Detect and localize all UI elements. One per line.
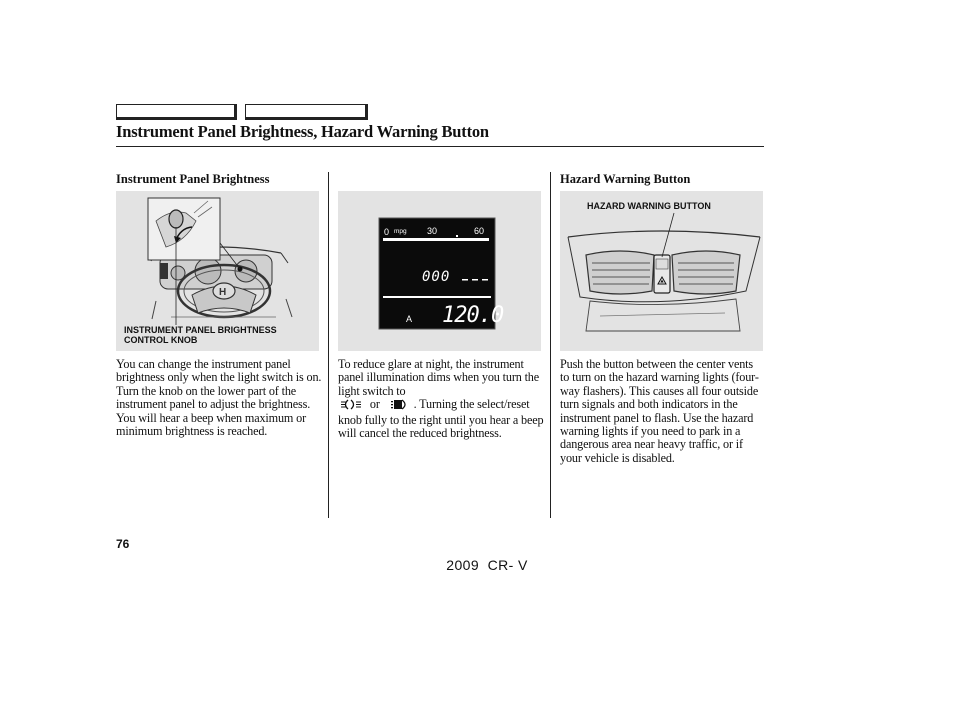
text-glare [338, 358, 546, 440]
figure-hazard-button [560, 191, 763, 351]
text-or: or [369, 397, 380, 412]
mpg-sixty: 60 [474, 226, 485, 236]
heading-hazard-warning-button: Hazard Warning Button [560, 172, 691, 186]
parking-light-icon [341, 399, 361, 413]
label-line-2: CONTROL KNOB [124, 335, 198, 345]
paragraph: You will hear a beep when maximum or minimum brightness is reached. [116, 410, 307, 439]
text-hazard [560, 358, 765, 465]
paragraph: Turn the knob on the lower part of the instrument panel to adjust the brightness. [116, 383, 311, 412]
svg-text:H: H [219, 287, 227, 298]
paragraph: Push the button between the center vents to turn on the hazard warning lights (four-way flashers). This causes all four outside turn signals and both indicators in the instrument panel to flash. Use the hazard warning lights if you need to park in a dangerous area near heavy traffic, or if your vehicle is disabled. [560, 357, 759, 465]
label-line-1: INSTRUMENT PANEL BRIGHTNESS [124, 325, 277, 335]
trip-marker: A [406, 314, 413, 324]
text-part-2: . Turning the select/reset knob fully to the right until you hear a beep will cancel the reduced brightness. [338, 397, 544, 441]
page-title: Instrument Panel Brightness, Hazard Warning Button [116, 122, 489, 141]
trip-digits: 000 [422, 269, 451, 285]
lcd-display [338, 191, 541, 351]
paragraph: You can change the instrument panel brightness only when the light switch is on. [116, 357, 322, 385]
text-part-1: To reduce glare at night, the instrument panel illumination dims when you turn the light switch to [338, 357, 540, 398]
figure-brightness-knob [116, 191, 319, 351]
label-brightness-knob [124, 325, 277, 345]
column-divider-2 [550, 172, 551, 518]
model-name: 2009 CR- V [446, 557, 528, 573]
mpg-unit: mpg [394, 228, 407, 235]
headlight-icon [391, 399, 411, 413]
footer-model [0, 557, 954, 573]
mpg-thirty: 30 [427, 226, 438, 236]
title-rule [116, 146, 764, 147]
column-divider-1 [328, 172, 329, 518]
center-vents-illustration [560, 191, 763, 351]
odometer-readout: 120.0 [442, 303, 504, 328]
heading-instrument-panel-brightness: Instrument Panel Brightness [116, 172, 270, 186]
section-tab-1 [116, 104, 237, 120]
figure-instrument-display [338, 191, 541, 351]
label-hazard-button: HAZARD WARNING BUTTON [587, 201, 711, 211]
section-tab-2 [245, 104, 368, 120]
text-brightness [116, 358, 322, 438]
page-number: 76 [116, 537, 130, 551]
mpg-zero: 0 [384, 227, 390, 237]
